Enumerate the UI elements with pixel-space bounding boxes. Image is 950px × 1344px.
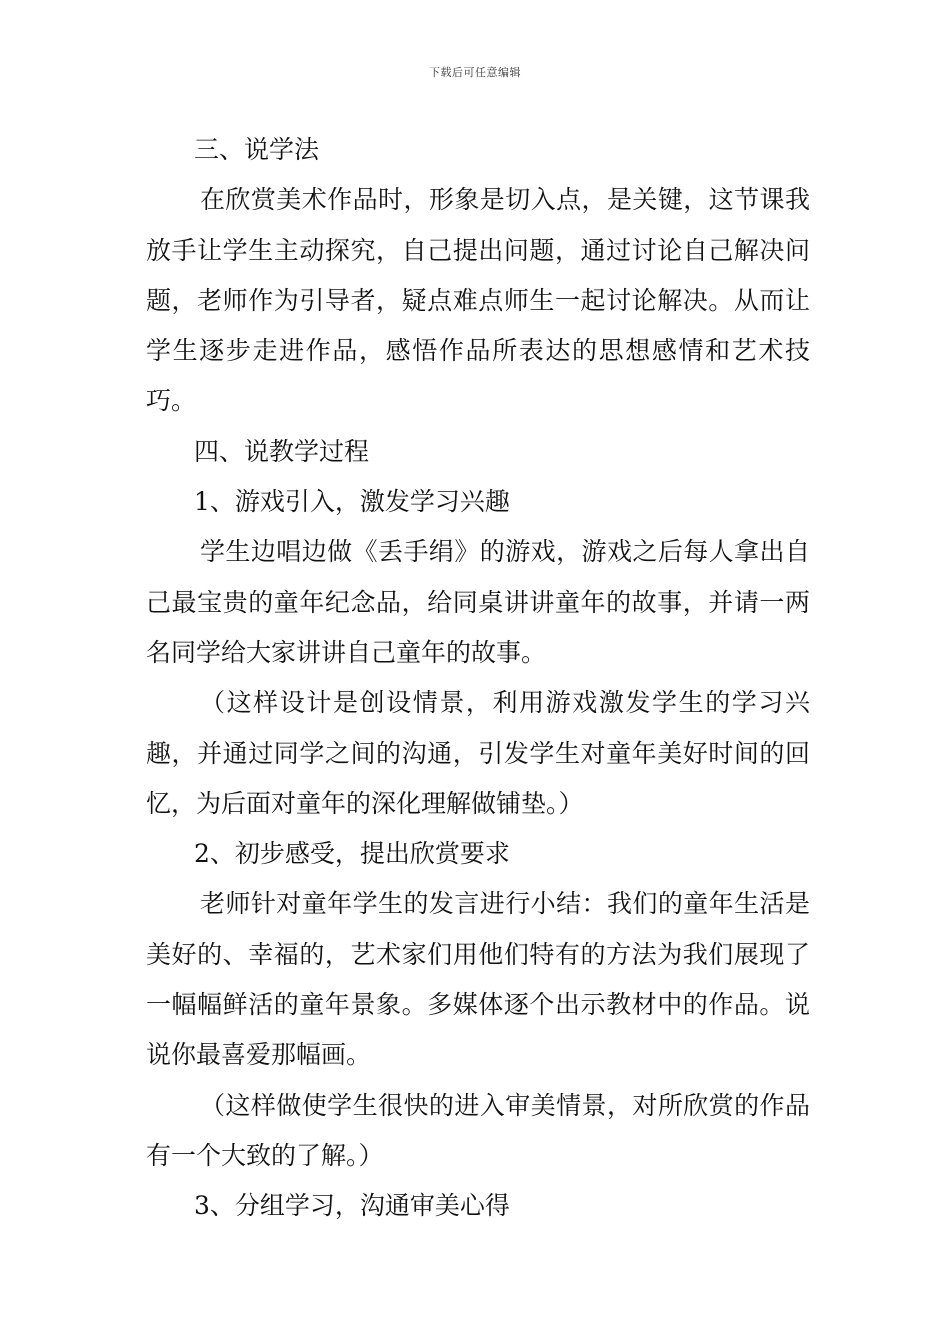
note-step-1: （这样设计是创设情景，利用游戏激发学生的学习兴趣，并通过同学之间的沟通，引发学生对童年美好时间的回忆，为后面对童年的深化理解做铺垫。） xyxy=(146,688,810,818)
paragraph-study-method: 在欣赏美术作品时，形象是切入点，是关键，这节课我放手让学生主动探究，自己提出问题，通过讨论自己解决问题，老师作为引导者，疑点难点师生一起讨论解决。从而让学生逐步走进作品，感悟作品所表达的思想感情和艺术技巧。 xyxy=(146,185,810,416)
step-heading-2: 2、初步感受，提出欣赏要求 xyxy=(194,839,510,869)
step-heading-3: 3、分组学习，沟通审美心得 xyxy=(194,1191,510,1221)
paragraph-step-2: 老师针对童年学生的发言进行小结：我们的童年生活是美好的、幸福的，艺术家们用他们特有的方法为我们展现了一幅幅鲜活的童年景象。多媒体逐个出示教材中的作品。说说你最喜爱那幅画。 xyxy=(146,889,810,1070)
page-header-note: 下载后可任意编辑 xyxy=(429,66,521,79)
note-step-2: （这样做使学生很快的进入审美情景，对所欣赏的作品有一个大致的了解。） xyxy=(146,1090,810,1170)
section-heading-study-method: 三、说学法 xyxy=(194,135,320,164)
document-body xyxy=(146,125,810,1232)
section-heading-teaching-process: 四、说教学过程 xyxy=(194,436,370,466)
paragraph-step-1: 学生边唱边做《丢手绢》的游戏，游戏之后每人拿出自己最宝贵的童年纪念品，给同桌讲讲童年的故事，并请一两名同学给大家讲讲自己童年的故事。 xyxy=(146,537,810,667)
step-heading-1: 1、游戏引入，激发学习兴趣 xyxy=(194,487,510,517)
